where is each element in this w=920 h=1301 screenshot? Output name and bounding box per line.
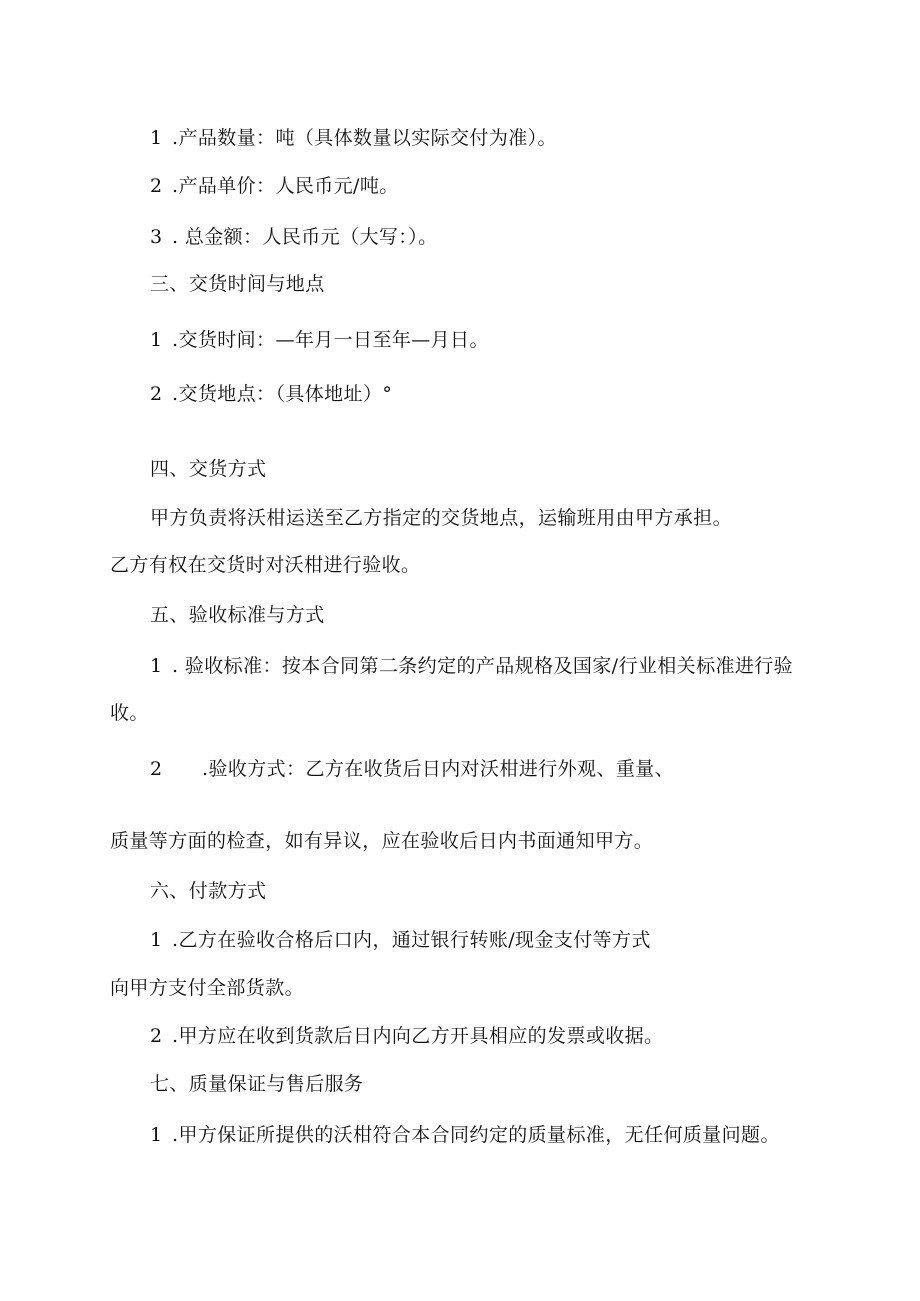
payment-terms-continuation [110,976,304,1000]
clause-number: 1 [150,655,163,677]
paragraph-text: 收。 [110,702,149,724]
section-heading-quality-warranty [150,1072,363,1096]
section-heading-payment [150,879,266,903]
clause-text: .交货地点：（具体地址）° [172,383,393,405]
delivery-place-clause [150,382,392,406]
payment-terms-clause [150,928,651,952]
clause-text: .产品单价：人民币元/吨。 [172,175,399,197]
paragraph-text: 甲方负责将沃柑运送至乙方指定的交货地点，运输班用由甲方承担。 [150,507,733,529]
acceptance-method-continuation [110,829,653,853]
acceptance-method-clause [150,757,674,781]
section-heading-delivery-time-place [150,272,325,296]
clause-text: .验收方式：乙方在收货后日内对沃柑进行外观、重量、 [202,758,675,780]
clause-number: 1 [150,127,163,149]
clause-text: .乙方在验收合格后口内，通过银行转账/现金支付等方式 [172,929,651,951]
clause-number: 2 [150,758,163,780]
section-heading-text: 五、验收标准与方式 [150,604,325,626]
section-heading-text: 七、质量保证与售后服务 [150,1073,364,1095]
clause-number: 1 [150,329,163,351]
clause-text: .甲方保证所提供的沃柑符合本合同约定的质量标准，无任何质量问题。 [172,1124,780,1146]
quantity-clause [150,126,557,150]
clause-text: .产品数量：吨（具体数量以实际交付为准）。 [172,127,557,149]
acceptance-standard-continuation [110,701,149,725]
quality-guarantee-clause [150,1123,780,1147]
unit-price-clause [150,174,399,198]
acceptance-standard-clause [150,654,793,678]
clause-text: .交货时间：—年月一日至年—月日。 [172,329,489,351]
section-heading-text: 四、交货方式 [150,458,267,480]
section-heading-delivery-method [150,457,266,481]
section-heading-acceptance [150,603,325,627]
delivery-method-paragraph [150,506,732,530]
section-heading-text: 三、交货时间与地点 [150,273,325,295]
paragraph-text: 质量等方面的检查，如有异议，应在验收后日内书面通知甲方。 [110,830,654,852]
total-amount-clause [150,225,437,249]
clause-text: . 验收标准：按本合同第二条约定的产品规格及国家/行业相关标准进行验 [172,655,794,677]
paragraph-text: 乙方有权在交货时对沃柑进行验收。 [110,554,421,576]
clause-number: 2 [150,1025,163,1047]
delivery-inspection-right [110,553,420,577]
section-heading-text: 六、付款方式 [150,880,267,902]
clause-number: 1 [150,1124,163,1146]
clause-number: 2 [150,383,163,405]
clause-text: . 总金额：人民币元（大写：）。 [172,226,438,248]
paragraph-text: 向甲方支付全部货款。 [110,977,305,999]
clause-text: .甲方应在收到货款后日内向乙方开具相应的发票或收据。 [172,1025,664,1047]
delivery-time-clause [150,328,489,352]
clause-number: 3 [150,226,163,248]
clause-number: 1 [150,929,163,951]
clause-number: 2 [150,175,163,197]
invoice-clause [150,1024,663,1048]
